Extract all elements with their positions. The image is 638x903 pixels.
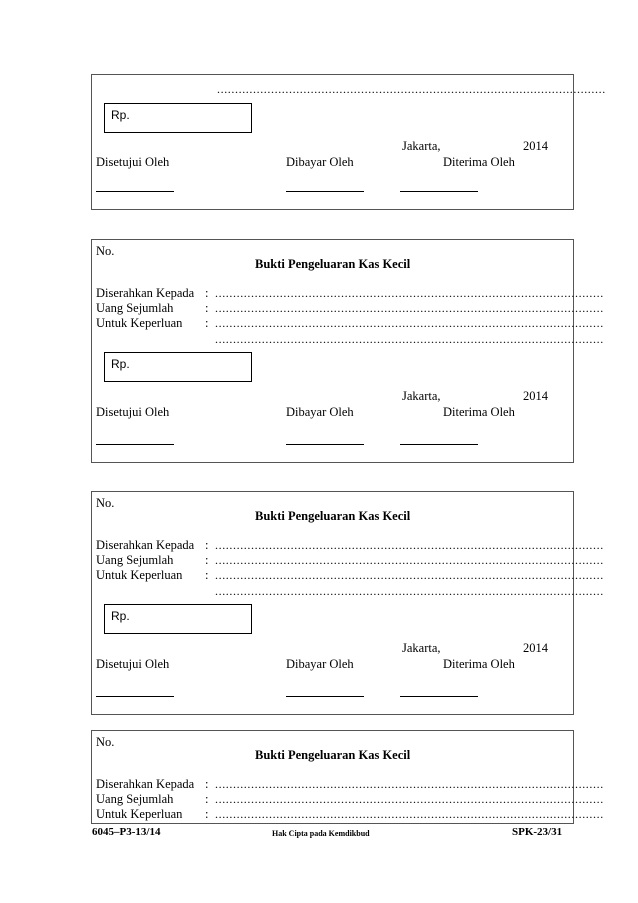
receipt-form-2 xyxy=(91,239,604,463)
colon: : xyxy=(205,807,209,821)
form-title: Bukti Pengeluaran Kas Kecil xyxy=(255,748,411,762)
year: 2014 xyxy=(523,139,548,153)
receipt-form-3 xyxy=(91,491,604,715)
paid-signature-line xyxy=(286,191,364,192)
received-by-label: Diterima Oleh xyxy=(443,657,515,671)
field-dotted-line: ............................................................................................................ xyxy=(217,82,606,96)
purpose-label: Untuk Keperluan xyxy=(96,316,183,330)
recipient-label: Diserahkan Kepada xyxy=(96,538,195,552)
recipient-field[interactable]: ............................................................................................................ xyxy=(215,286,604,300)
amount-box[interactable] xyxy=(104,604,252,634)
colon: : xyxy=(205,316,209,330)
approved-signature-line xyxy=(96,696,174,697)
received-signature-line xyxy=(400,444,478,445)
footer-copyright: Hak Cipta pada Kemdikbud xyxy=(272,829,370,838)
year: 2014 xyxy=(523,641,548,655)
colon: : xyxy=(205,301,209,315)
colon: : xyxy=(205,538,209,552)
amount-field[interactable]: ............................................................................................................ xyxy=(215,301,604,315)
colon: : xyxy=(205,553,209,567)
recipient-field[interactable]: ............................................................................................................ xyxy=(215,777,604,791)
footer-code: 6045–P3-13/14 xyxy=(92,826,161,838)
rp-label: Rp. xyxy=(111,357,130,371)
received-by-label: Diterima Oleh xyxy=(443,155,515,169)
number-label: No. xyxy=(96,244,115,258)
received-by-label: Diterima Oleh xyxy=(443,405,515,419)
receipt-form-1 xyxy=(91,74,606,210)
recipient-label: Diserahkan Kepada xyxy=(96,286,195,300)
colon: : xyxy=(205,286,209,300)
paid-by-label: Dibayar Oleh xyxy=(286,405,354,419)
amount-label: Uang Sejumlah xyxy=(96,553,174,567)
recipient-field[interactable]: ............................................................................................................ xyxy=(215,538,604,552)
amount-label: Uang Sejumlah xyxy=(96,792,174,806)
amount-label: Uang Sejumlah xyxy=(96,301,174,315)
place-date: Jakarta, xyxy=(402,389,441,403)
recipient-label: Diserahkan Kepada xyxy=(96,777,195,791)
rp-label: Rp. xyxy=(111,108,130,122)
colon: : xyxy=(205,792,209,806)
approved-by-label: Disetujui Oleh xyxy=(96,405,170,419)
form-title: Bukti Pengeluaran Kas Kecil xyxy=(255,509,411,523)
purpose-field[interactable]: ............................................................................................................ xyxy=(215,807,604,821)
receipt-form-4 xyxy=(91,730,604,824)
number-label: No. xyxy=(96,735,115,749)
purpose-label: Untuk Keperluan xyxy=(96,807,183,821)
paid-signature-line xyxy=(286,444,364,445)
approved-by-label: Disetujui Oleh xyxy=(96,657,170,671)
amount-field[interactable]: ............................................................................................................ xyxy=(215,553,604,567)
form-title: Bukti Pengeluaran Kas Kecil xyxy=(255,257,411,271)
amount-field[interactable]: ............................................................................................................ xyxy=(215,792,604,806)
approved-by-label: Disetujui Oleh xyxy=(96,155,170,169)
purpose-field-continued[interactable]: ............................................................................................................ xyxy=(215,584,604,598)
paid-by-label: Dibayar Oleh xyxy=(286,657,354,671)
purpose-field[interactable]: ............................................................................................................ xyxy=(215,316,604,330)
purpose-field[interactable]: ............................................................................................................ xyxy=(215,568,604,582)
amount-box[interactable] xyxy=(104,352,252,382)
approved-signature-line xyxy=(96,191,174,192)
received-signature-line xyxy=(400,696,478,697)
colon: : xyxy=(205,777,209,791)
purpose-label: Untuk Keperluan xyxy=(96,568,183,582)
paid-by-label: Dibayar Oleh xyxy=(286,155,354,169)
place-date: Jakarta, xyxy=(402,641,441,655)
colon: : xyxy=(205,568,209,582)
purpose-field-continued[interactable]: ............................................................................................................ xyxy=(215,332,604,346)
approved-signature-line xyxy=(96,444,174,445)
paid-signature-line xyxy=(286,696,364,697)
year: 2014 xyxy=(523,389,548,403)
footer-page-number: SPK-23/31 xyxy=(512,826,563,838)
amount-box[interactable] xyxy=(104,103,252,133)
rp-label: Rp. xyxy=(111,609,130,623)
received-signature-line xyxy=(400,191,478,192)
place-date: Jakarta, xyxy=(402,139,441,153)
number-label: No. xyxy=(96,496,115,510)
